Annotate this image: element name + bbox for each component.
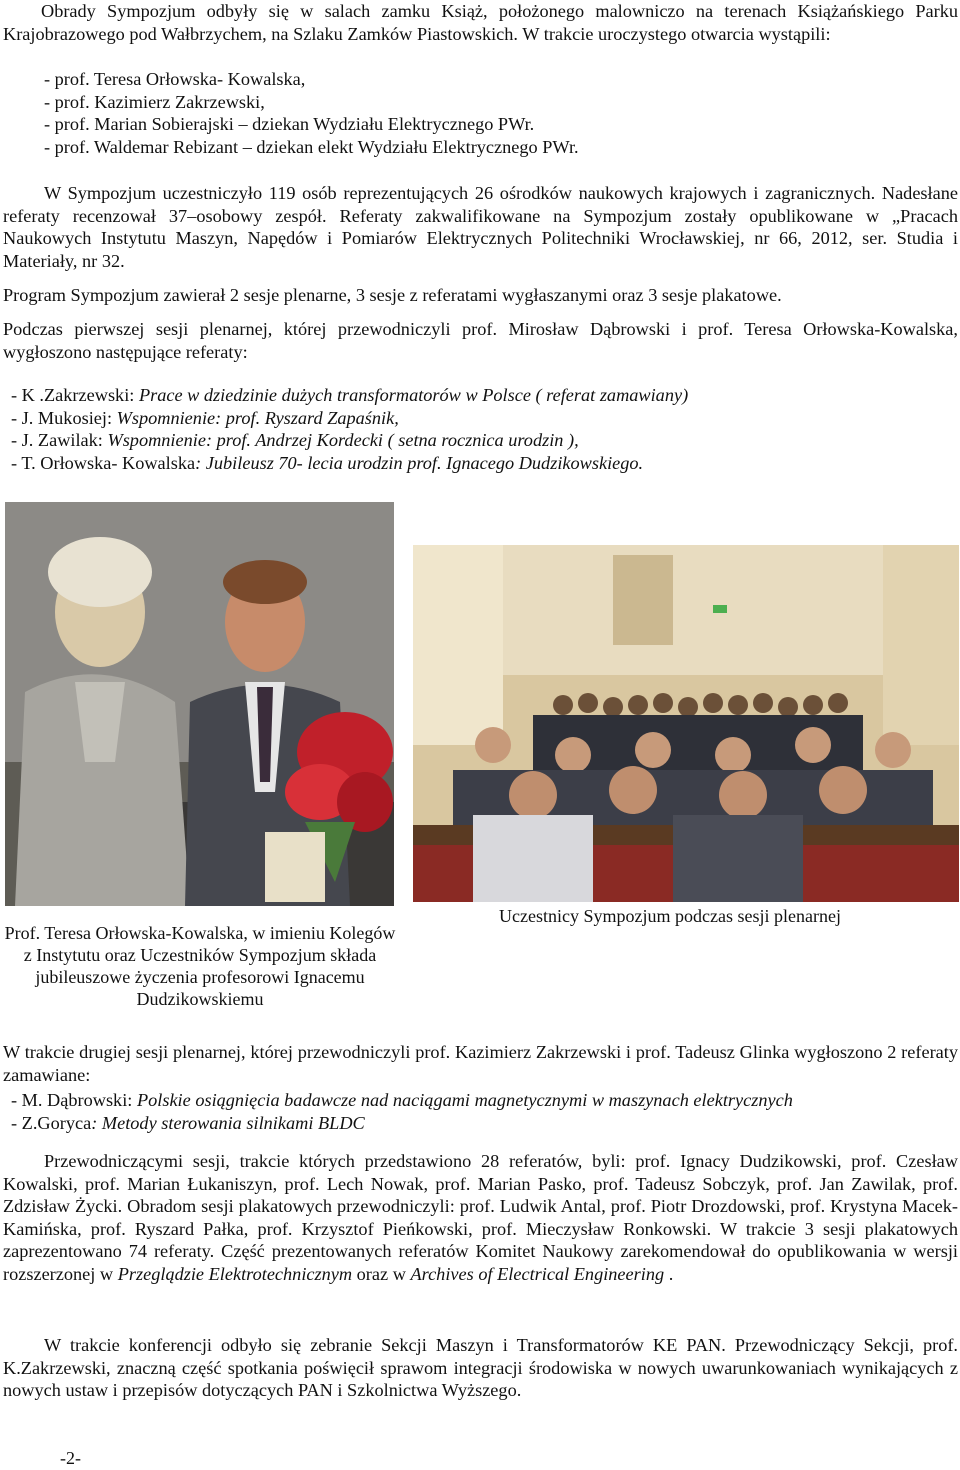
connector-text: oraz w [352, 1263, 411, 1284]
second-session-talks [3, 1089, 960, 1134]
talk-author: - J. Mukosiej: [11, 407, 117, 428]
journal-name: Archives of Electrical Engineering [410, 1263, 665, 1284]
speaker-item: - prof. Marian Sobierajski – dziekan Wydziału Elektrycznego PWr. [44, 114, 535, 135]
paragraph-end: . [664, 1263, 674, 1284]
program-paragraph: Program Sympozjum zawierał 2 sesje plenarne, 3 sesje z referatami wygłaszanymi oraz 3 sesje plakatowe. [3, 285, 782, 305]
second-session-paragraph: W trakcie drugiej sesji plenarnej, której przewodniczyli prof. Kazimierz Zakrzewski i prof. Tadeusz Glinka wygłoszono 2 referaty zamawiane: [3, 1042, 958, 1085]
participants-paragraph: W Sympozjum uczestniczyło 119 osób reprezentujących 26 ośrodków naukowych krajowych i zagranicznych. Nadesłane referaty recenzował 37–osobowy zespół. Referaty zakwalifikowane na Sympozjum zostały opublikowane w „Pracach Naukowych Instytutu Maszyn, Napędów i Pomiarów Elektrycznych Politechniki Wrocławskiej, nr 66, 2012, ser. Studia i Materiały, nr 32. [3, 183, 958, 271]
talk-author: - T. Orłowska- Kowalska [11, 452, 196, 473]
talk-author: - M. Dąbrowski: [11, 1090, 137, 1110]
talk-title: : Jubileusz 70- lecia urodzin prof. Ignacego Dudzikowskiego. [195, 452, 644, 473]
first-session-paragraph: Podczas pierwszej sesji plenarnej, której przewodniczyli prof. Mirosław Dąbrowski i prof. Teresa Orłowska-Kowalska, wygłoszono następujące referaty: [3, 319, 958, 362]
session-chairs-paragraph [3, 1150, 958, 1286]
talk-title: Wspomnienie: prof. Ryszard Zapaśnik, [116, 407, 399, 428]
opening-speakers-list [3, 68, 960, 158]
talk-item [11, 429, 960, 452]
talk-author: - Z.Goryca [11, 1112, 92, 1133]
talk-title: Wspomnienie: prof. Andrzej Kordecki ( setna rocznica urodzin ), [107, 430, 579, 451]
talk-item [11, 384, 960, 407]
session-chairs-text: Przewodniczącymi sesji, trakcie których przedstawiono 28 referatów, byli: prof. Ignacy Dudzikowski, prof. Czesław Kowalski, prof. Marian Łukaniszyn, prof. Lech Nowak, prof. Marian Pasko, prof. Tadeusz Sobczyk, prof. Jan Zawilak, prof. Zdzisław Życki. Obradom sesji plakatowych przewodniczyli: prof. Ludwik Antal, prof. Piotr Drozdowski, prof. Krystyna Macek-Kamińska, prof. Ryszard Pałka, prof. Krzysztof Pieńkowski, prof. Mieczysław Ronkowski. W trakcie 3 sesji plakatowych zaprezentowano 74 referaty. Część prezentowanych referatów Komitet Naukowy zarekomendował do opublikowania w wersji rozszerzonej w [3, 1151, 958, 1284]
talk-title: Polskie osiągnięcia badawcze nad naciągami magnetycznymi w maszynach elektrycznych [136, 1090, 793, 1110]
talk-item [11, 452, 960, 475]
intro-paragraph: Obrady Sympozjum odbyły się w salach zamku Książ, położonego malowniczo na terenach Książańskiego Parku Krajobrazowego pod Wałbrzychem, na Szlaku Zamków Piastowskich. W trakcie uroczystego otwarcia wystąpili: [3, 1, 958, 44]
journal-name: Przeglądzie Elektrotechnicznym [117, 1263, 353, 1284]
photo-award-caption: Prof. Teresa Orłowska-Kowalska, w imieniu Kolegów z Instytutu oraz Uczestników Sympozjum składa jubileuszowe życzenia profesorowi Ignacemu Dudzikowskiemu [4, 923, 396, 1009]
talk-item [11, 407, 960, 430]
page-number: -2- [60, 1448, 81, 1468]
photo-award-presentation [5, 502, 394, 906]
section-meeting-paragraph: W trakcie konferencji odbyło się zebranie Sekcji Maszyn i Transformatorów KE PAN. Przewodniczący Sekcji, prof. K.Zakrzewski, znaczną część spotkania poświęcił sprawom integracji środowiska w nowych uwarunkowaniach wynikających z nowych ustaw i przepisów dotyczących PAN i Szkolnictwa Wyższego. [3, 1335, 958, 1401]
photo-audience-caption: Uczestnicy Sympozjum podczas sesji plenarnej [499, 906, 841, 926]
talk-item [11, 1112, 960, 1135]
speaker-item: - prof. Kazimierz Zakrzewski, [44, 91, 265, 112]
first-session-talks [3, 384, 960, 474]
talk-title: : Metody sterowania silnikami BLDC [91, 1112, 365, 1133]
photo-plenary-audience [413, 545, 959, 902]
speaker-item: - prof. Waldemar Rebizant – dziekan elekt Wydziału Elektrycznego PWr. [44, 136, 579, 157]
talk-author: - J. Zawilak: [11, 430, 108, 451]
talk-item [11, 1089, 960, 1112]
speaker-item: - prof. Teresa Orłowska- Kowalska, [44, 69, 306, 89]
talk-title: Prace w dziedzinie dużych transformatorów w Polsce ( referat zamawiany) [138, 385, 689, 405]
talk-author: - K .Zakrzewski: [11, 385, 139, 405]
